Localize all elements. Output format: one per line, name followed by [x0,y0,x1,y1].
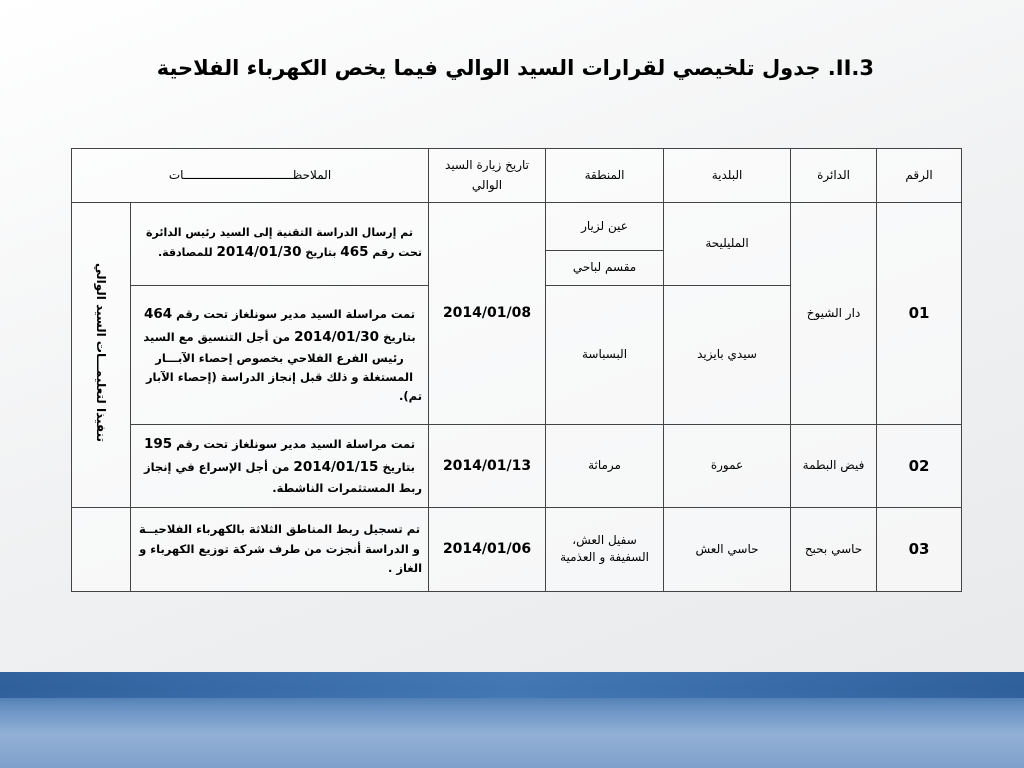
table-row [72,424,962,507]
row-area: مقسم لباحي [546,251,664,286]
row-number: 02 [877,424,962,507]
table-row [72,203,962,251]
row-area: مرماثة [546,424,664,507]
row-visit-date: 2014/01/08 [429,203,546,425]
row-district: حاسي بحبح [791,507,877,591]
header-area: المنطقة [546,149,664,203]
row-note: تمت مراسلة السيد مدير سونلغاز تحت رقم 195 بتاريخ 2014/01/15 من أجل الإسراع في إنجاز ربط المستثمرات الناشطة. [131,424,429,507]
row-municipality: سيدي بايزيد [664,286,791,424]
row-number: 03 [877,507,962,591]
row-area: البسباسة [546,286,664,424]
header-municipality: البلدية [664,149,791,203]
header-visit-date: تاريخ زيارة السيد الوالي [429,149,546,203]
header-notes: الملاحظـــــــــــــــــــــــــــــــات [72,149,429,203]
title-number: II.3 [835,56,874,80]
row-note: تمت مراسلة السيد مدير سونلغاز تحت رقم 464 بتاريخ 2014/01/30 من أجل التنسيق مع السيد رئيس الفرع الفلاحي بخصوص إحصاء الآبـــار المستغلة و ذلك قبل إنجاز الدراسة (إحصاء الآبار تم). [131,286,429,424]
row-visit-date: 2014/01/06 [429,507,546,591]
row-visit-date: 2014/01/13 [429,424,546,507]
row-area: عين لزيار [546,203,664,251]
row-area: سفيل العش، السفيفة و العذمية [546,507,664,591]
header-district: الدائرة [791,149,877,203]
header-number: الرقم [877,149,962,203]
row-number: 01 [877,203,962,425]
row-municipality: المليليحة [664,203,791,286]
row-municipality: حاسي العش [664,507,791,591]
title-text: . جدول تلخيصي لقرارات السيد الوالي فيما يخص الكهرباء الفلاحية [156,56,836,80]
row-note: تم تسجيل ربط المناطق الثلاثة بالكهرباء الفلاحيــة و الدراسة أنجزت من طرف شركة توزيع الكهرباء و الغاز . [131,507,429,591]
footer-band [0,672,1024,768]
slide-title [157,56,874,80]
row-district: فيض البطمة [791,424,877,507]
execution-label-cell [72,203,131,508]
decisions-table [71,148,962,592]
header-row [72,149,962,203]
row-district: دار الشيوخ [791,203,877,425]
empty-cell [72,507,131,591]
table-row [72,507,962,591]
row-municipality: عمورة [664,424,791,507]
row-note: تم إرسال الدراسة التقنية إلى السيد رئيس الدائرة تحت رقم 465 بتاريخ 2014/01/30 للمصادقة. [131,203,429,286]
execution-label: تنفيذا لتعليمـــات السيد الوالي [94,263,108,443]
